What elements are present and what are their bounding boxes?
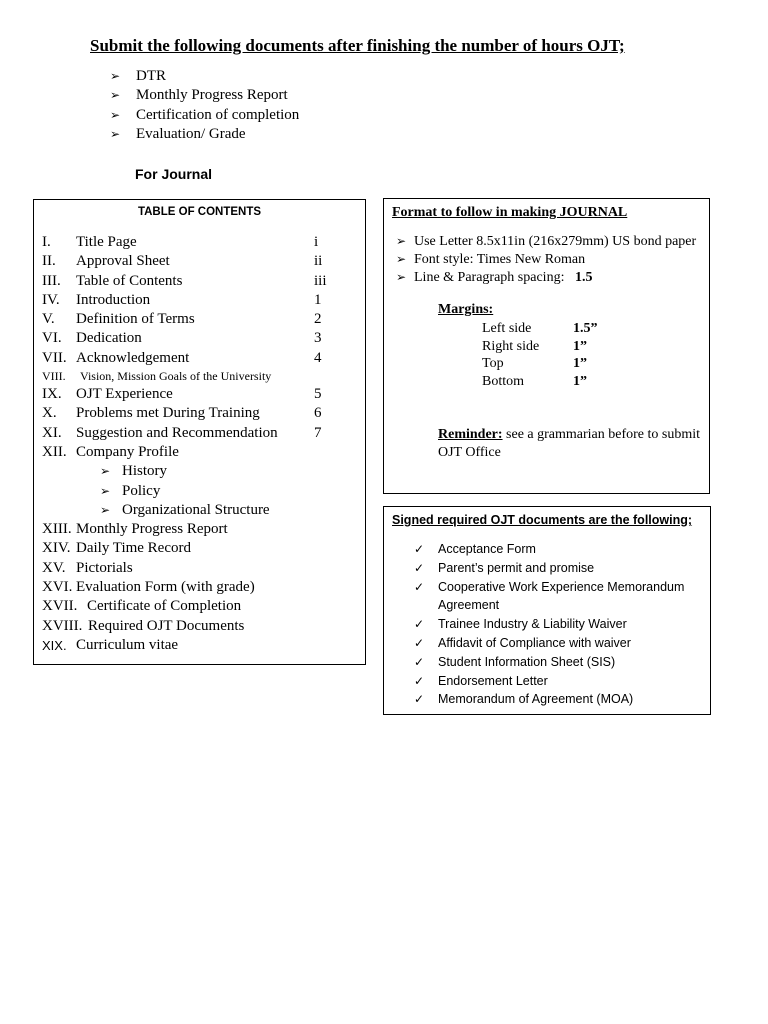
checkmark-icon: ✓ xyxy=(414,542,425,556)
toc-number: VI. xyxy=(42,330,62,347)
toc-label: Title Page xyxy=(76,234,137,250)
list-item-label: Memorandum of Agreement (MOA) xyxy=(438,692,634,707)
toc-label: Dedication xyxy=(76,330,142,347)
margin-label: Top xyxy=(482,356,504,371)
arrow-bullet-icon: ➢ xyxy=(110,69,121,83)
toc-sublabel: Organizational Structure xyxy=(122,501,270,518)
toc-row xyxy=(42,578,362,597)
list-item-label: Affidavit of Compliance with waiver xyxy=(438,635,631,650)
list-item-label: Certification of completion xyxy=(136,106,300,123)
toc-number: III. xyxy=(42,272,61,289)
list-item xyxy=(414,634,698,653)
margin-label: Right side xyxy=(482,339,540,354)
reminder-note xyxy=(438,426,706,462)
toc-number: VIII. xyxy=(42,369,66,384)
arrow-bullet-icon: ➢ xyxy=(396,270,407,284)
margins-title: Margins: xyxy=(438,302,494,317)
margin-value: 1” xyxy=(573,356,587,371)
list-item xyxy=(414,690,698,709)
toc-page: 7 xyxy=(314,424,322,441)
margin-row xyxy=(482,338,587,356)
list-item-label: DTR xyxy=(136,68,166,84)
signed-title: Signed required OJT documents are the following; xyxy=(392,513,693,527)
toc-label: Company Profile xyxy=(76,443,179,460)
toc-number: IV. xyxy=(42,291,60,308)
checkmark-icon: ✓ xyxy=(414,579,425,594)
margin-value: 1” xyxy=(573,374,587,389)
toc-row xyxy=(42,617,362,636)
list-item xyxy=(110,125,299,144)
toc-page: i xyxy=(314,234,319,250)
toc-label: OJT Experience xyxy=(76,386,173,403)
toc-label: Curriculum vitae xyxy=(76,636,179,653)
toc-number: XV. xyxy=(42,559,66,576)
toc-subrow xyxy=(42,462,362,481)
toc-subrow xyxy=(42,482,362,501)
list-item-label: Evaluation/ Grade xyxy=(136,125,246,142)
margin-row xyxy=(482,355,587,373)
toc-title: TABLE OF CONTENTS xyxy=(137,206,262,218)
list-item xyxy=(110,106,299,125)
reminder-text: see a grammarian before to submit OJT Office xyxy=(438,427,701,460)
toc-number: IX. xyxy=(42,386,62,403)
margin-row xyxy=(482,320,598,338)
toc-row xyxy=(42,368,362,385)
toc-page: 1 xyxy=(314,291,322,308)
toc-number: XVII. xyxy=(42,598,78,615)
list-item xyxy=(414,540,698,559)
toc-page: 5 xyxy=(314,386,322,403)
list-item-label: Student Information Sheet (SIS) xyxy=(438,654,616,669)
toc-label: Acknowledgement xyxy=(76,349,190,366)
toc-label: Problems met During Training xyxy=(76,405,260,422)
arrow-bullet-icon: ➢ xyxy=(396,234,407,248)
toc-number: V. xyxy=(42,311,55,328)
signed-list xyxy=(414,540,698,709)
toc-number: XIV. xyxy=(42,540,71,557)
toc-row xyxy=(42,520,362,539)
toc-row xyxy=(42,443,362,462)
toc-subrow xyxy=(42,501,362,520)
list-item-label: Endorsement Letter xyxy=(438,673,548,688)
toc-label: Certificate of Completion xyxy=(87,598,242,615)
toc-row xyxy=(42,349,362,368)
list-item-label: Monthly Progress Report xyxy=(136,87,288,104)
list-item xyxy=(396,232,696,250)
toc-label: Evaluation Form (with grade) xyxy=(76,579,255,596)
margin-value: 1” xyxy=(573,339,587,354)
toc-number: VII. xyxy=(42,349,67,366)
list-item xyxy=(110,86,299,105)
toc-sublabel: Policy xyxy=(122,482,161,499)
arrow-bullet-icon: ➢ xyxy=(100,502,111,517)
checkmark-icon: ✓ xyxy=(414,673,425,688)
toc-label: Definition of Terms xyxy=(76,311,195,328)
toc-label: Approval Sheet xyxy=(76,253,170,270)
checkmark-icon: ✓ xyxy=(414,635,425,650)
toc-row xyxy=(42,597,362,616)
format-list xyxy=(396,232,696,286)
list-item xyxy=(414,672,698,691)
toc-label: Monthly Progress Report xyxy=(76,521,228,538)
toc-list xyxy=(42,233,362,655)
toc-number: I. xyxy=(42,234,51,250)
table-of-contents-box xyxy=(33,199,366,665)
list-item-label: Use Letter 8.5x11in (216x279mm) US bond paper xyxy=(414,234,697,249)
toc-row xyxy=(42,310,362,329)
signed-documents-box xyxy=(383,506,711,715)
list-item xyxy=(414,559,698,578)
toc-label: Required OJT Documents xyxy=(88,617,245,634)
toc-number: XII. xyxy=(42,443,67,460)
toc-number: II. xyxy=(42,253,56,270)
arrow-bullet-icon: ➢ xyxy=(110,88,121,103)
margin-label: Left side xyxy=(482,321,532,336)
requirements-list xyxy=(110,67,299,144)
toc-number: XIII. xyxy=(42,521,72,538)
list-item-label: Font style: Times New Roman xyxy=(414,252,586,267)
toc-sublabel: History xyxy=(122,463,167,480)
margin-row xyxy=(482,373,587,391)
page-title: Submit the following documents after finishing the number of hours OJT; xyxy=(90,36,625,55)
toc-page: ii xyxy=(314,253,323,270)
toc-label: Introduction xyxy=(76,291,151,308)
toc-page: iii xyxy=(314,272,327,289)
arrow-bullet-icon: ➢ xyxy=(110,126,121,141)
toc-label: Suggestion and Recommendation xyxy=(76,424,278,441)
toc-row xyxy=(42,404,362,423)
toc-number: XVIII. xyxy=(42,617,83,634)
toc-number: XVI. xyxy=(42,579,73,596)
list-item xyxy=(396,250,696,268)
list-item xyxy=(414,578,698,616)
toc-row xyxy=(42,539,362,558)
list-item-label: Cooperative Work Experience Memorandum Agreement xyxy=(438,579,685,613)
toc-page: 4 xyxy=(314,349,322,366)
toc-row xyxy=(42,272,362,291)
toc-row xyxy=(42,291,362,310)
list-item xyxy=(396,268,696,286)
journal-format-box xyxy=(383,198,710,494)
toc-row xyxy=(42,329,362,348)
list-item-label: Trainee Industry & Liability Waiver xyxy=(438,617,627,632)
list-item xyxy=(414,615,698,634)
toc-row xyxy=(42,424,362,443)
list-item-label: Acceptance Form xyxy=(438,542,536,556)
toc-label: Pictorials xyxy=(76,559,133,576)
list-item-label: Parent’s permit and promise xyxy=(438,560,595,575)
arrow-bullet-icon: ➢ xyxy=(110,107,121,122)
journal-heading: For Journal xyxy=(135,166,213,182)
toc-page: 2 xyxy=(314,311,322,328)
reminder-label: Reminder: xyxy=(438,427,503,442)
margin-value: 1.5” xyxy=(573,321,598,336)
toc-row xyxy=(42,252,362,271)
toc-number: XI. xyxy=(42,424,62,441)
toc-number: XIX. xyxy=(42,637,67,653)
arrow-bullet-icon: ➢ xyxy=(100,483,111,498)
arrow-bullet-icon: ➢ xyxy=(100,464,111,479)
toc-label: Daily Time Record xyxy=(76,540,191,557)
format-title: Format to follow in making JOURNAL xyxy=(392,205,628,220)
list-item xyxy=(110,67,299,86)
toc-row xyxy=(42,385,362,404)
toc-row xyxy=(42,636,362,655)
toc-row xyxy=(42,233,362,252)
list-item-label: Line & Paragraph spacing: xyxy=(414,270,565,285)
margin-label: Bottom xyxy=(482,374,525,389)
checkmark-icon: ✓ xyxy=(414,692,425,707)
toc-page: 3 xyxy=(314,330,322,347)
toc-label: Table of Contents xyxy=(76,272,183,289)
toc-row xyxy=(42,559,362,578)
toc-page: 6 xyxy=(314,405,322,422)
checkmark-icon: ✓ xyxy=(414,560,425,575)
toc-number: X. xyxy=(42,405,57,422)
arrow-bullet-icon: ➢ xyxy=(396,252,407,266)
checkmark-icon: ✓ xyxy=(414,617,425,632)
list-item xyxy=(414,653,698,672)
spacing-value: 1.5 xyxy=(574,270,593,285)
toc-label: Vision, Mission Goals of the University xyxy=(80,369,272,384)
checkmark-icon: ✓ xyxy=(414,654,425,669)
